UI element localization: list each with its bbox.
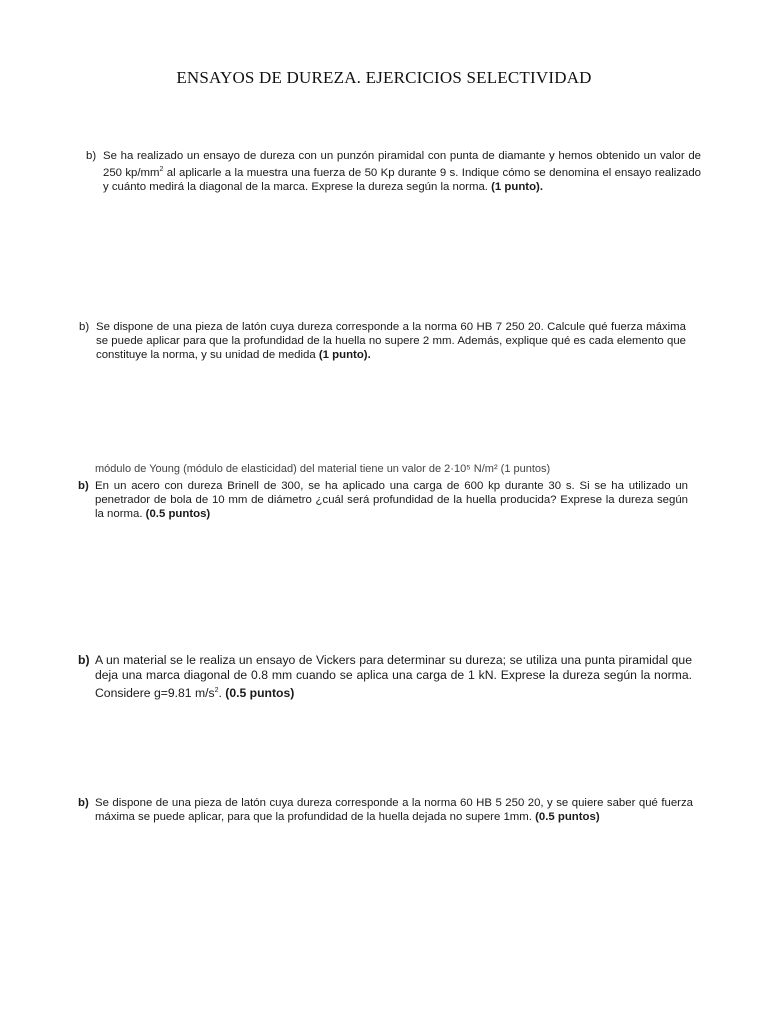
exercise-text: En un acero con dureza Brinell de 300, se ha aplicado una carga de 600 kp durante 30 s. Si se ha utilizado un penetrador de bola de 10 mm de diámetro ¿cuál será profundidad de la huella producida? Exprese la dureza según la norma. (0.5 puntos): [95, 480, 688, 520]
exercise-points: (1 punto).: [318, 349, 371, 361]
exercise-3: [78, 479, 688, 521]
cropped-text-line: módulo de Young (módulo de elasticidad) del material tiene un valor de 2·10⁵ N/m² (1 puntos): [95, 463, 551, 475]
exercise-label: b): [86, 150, 97, 162]
exercise-label: b): [78, 480, 89, 492]
exercise-text: Se dispone de una pieza de latón cuya dureza corresponde a la norma 60 HB 7 250 20. Calcule qué fuerza máxima se puede aplicar para que la profundidad de la huella no supere 2 mm. Además, explique qué es cada elemento que constituye la norma, y su unidad de medida (1 punto).: [96, 321, 686, 361]
exercise-points: (1 punto).: [491, 180, 544, 193]
exercise-2: [79, 320, 686, 362]
page-title: ENSAYOS DE DUREZA. EJERCICIOS SELECTIVIDAD: [176, 68, 592, 87]
exercise-label: b): [78, 653, 90, 667]
exercise-text: A un material se le realiza un ensayo de Vickers para determinar su dureza; se utiliza una punta piramidal que deja una marca diagonal de 0.8 mm cuando se aplica una carga de 1 kN. Exprese la dureza según la norma. Considere g=9.81 $m/s^2$. (0.5 puntos): [95, 653, 692, 701]
exercise-label: b): [79, 321, 90, 333]
exercise-4: [78, 653, 692, 701]
exercise-text: Se ha realizado un ensayo de dureza con un punzón piramidal con punta de diamante y hemos obtenido un valor de 250 $kp/mm^2$ al aplicarle a la muestra una fuerza de 50 Kp durante 9 s. Indique cómo se denomina el ensayo realizado y cuánto medirá la diagonal de la marca. Exprese la dureza según la norma. (1 punto).: [103, 150, 701, 193]
exercise-1: [86, 149, 701, 194]
exercise-label: b): [78, 797, 89, 809]
exercise-points: (0.5 puntos): [535, 811, 600, 823]
exercise-points: (0.5 puntos): [145, 508, 211, 520]
exercise-text: Se dispone de una pieza de latón cuya dureza corresponde a la norma 60 HB 5 250 20, y se quiere saber qué fuerza máxima se puede aplicar, para que la profundidad de la huella dejada no supere 1mm. (0.5 puntos): [95, 797, 693, 823]
exercise-points: (0.5 puntos): [225, 686, 295, 701]
exercise-5: [78, 796, 693, 824]
